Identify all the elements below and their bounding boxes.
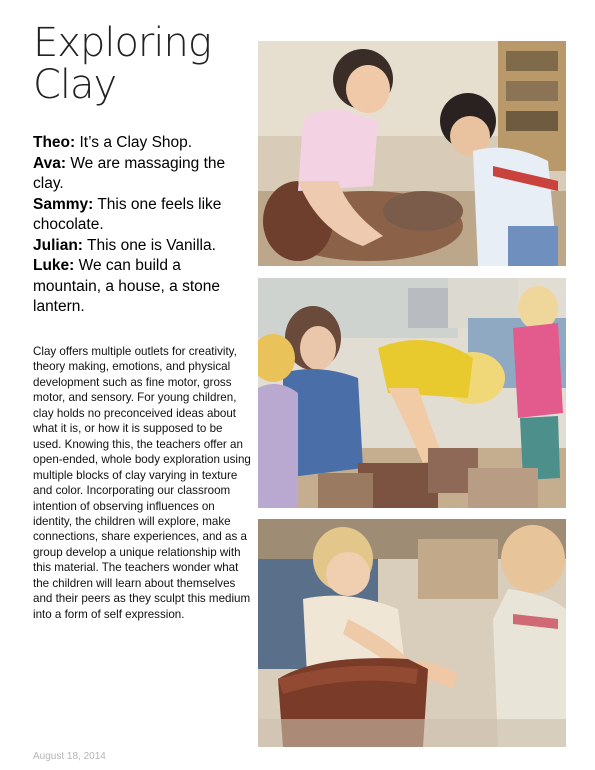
children-quotes bbox=[33, 133, 253, 318]
quote-ava bbox=[33, 154, 253, 195]
quote-sammy bbox=[33, 195, 253, 236]
quote-text: We are massaging the clay. bbox=[33, 154, 226, 192]
quote-theo bbox=[33, 133, 253, 154]
speaker-name: Luke: bbox=[33, 257, 75, 274]
photo-children-massaging-clay bbox=[258, 41, 566, 266]
body-paragraph: Clay offers multiple outlets for creativity, theory making, emotions, and physical development such as fine motor, gross motor, and sensory. For young children, clay holds no preconceived ideas about what it is, or how it is supposed to be used. Knowing this, the teachers offer an open-ended, whole body exploration using multiple blocks of clay varying in texture and color. Incorporating our classroom intention of observing influences on identity, the children will explore, make connections, share experiences, and as a group develop a unique relationship with this material. The teachers wonder what the children will learn about themselves and their peers as they sculpt this medium into a form of self expression. bbox=[33, 345, 251, 621]
date-footer: August 18, 2014 bbox=[33, 751, 106, 762]
photo-children-clay-block bbox=[258, 519, 566, 747]
speaker-name: Sammy: bbox=[33, 195, 94, 213]
quote-text: It’s a Clay Shop. bbox=[75, 134, 193, 151]
speaker-name: Julian: bbox=[33, 236, 83, 254]
quote-luke bbox=[33, 256, 253, 318]
speaker-name: Theo: bbox=[33, 134, 76, 151]
quote-julian bbox=[33, 236, 253, 257]
speaker-name: Ava: bbox=[33, 154, 67, 172]
page-title: Exploring Clay bbox=[33, 20, 211, 108]
quote-text: This one is Vanilla. bbox=[82, 236, 216, 254]
photo-teacher-with-children bbox=[258, 278, 566, 508]
quote-text: We can build a mountain, a house, a stone lantern. bbox=[33, 257, 220, 315]
quote-text: This one feels like chocolate. bbox=[33, 195, 222, 233]
